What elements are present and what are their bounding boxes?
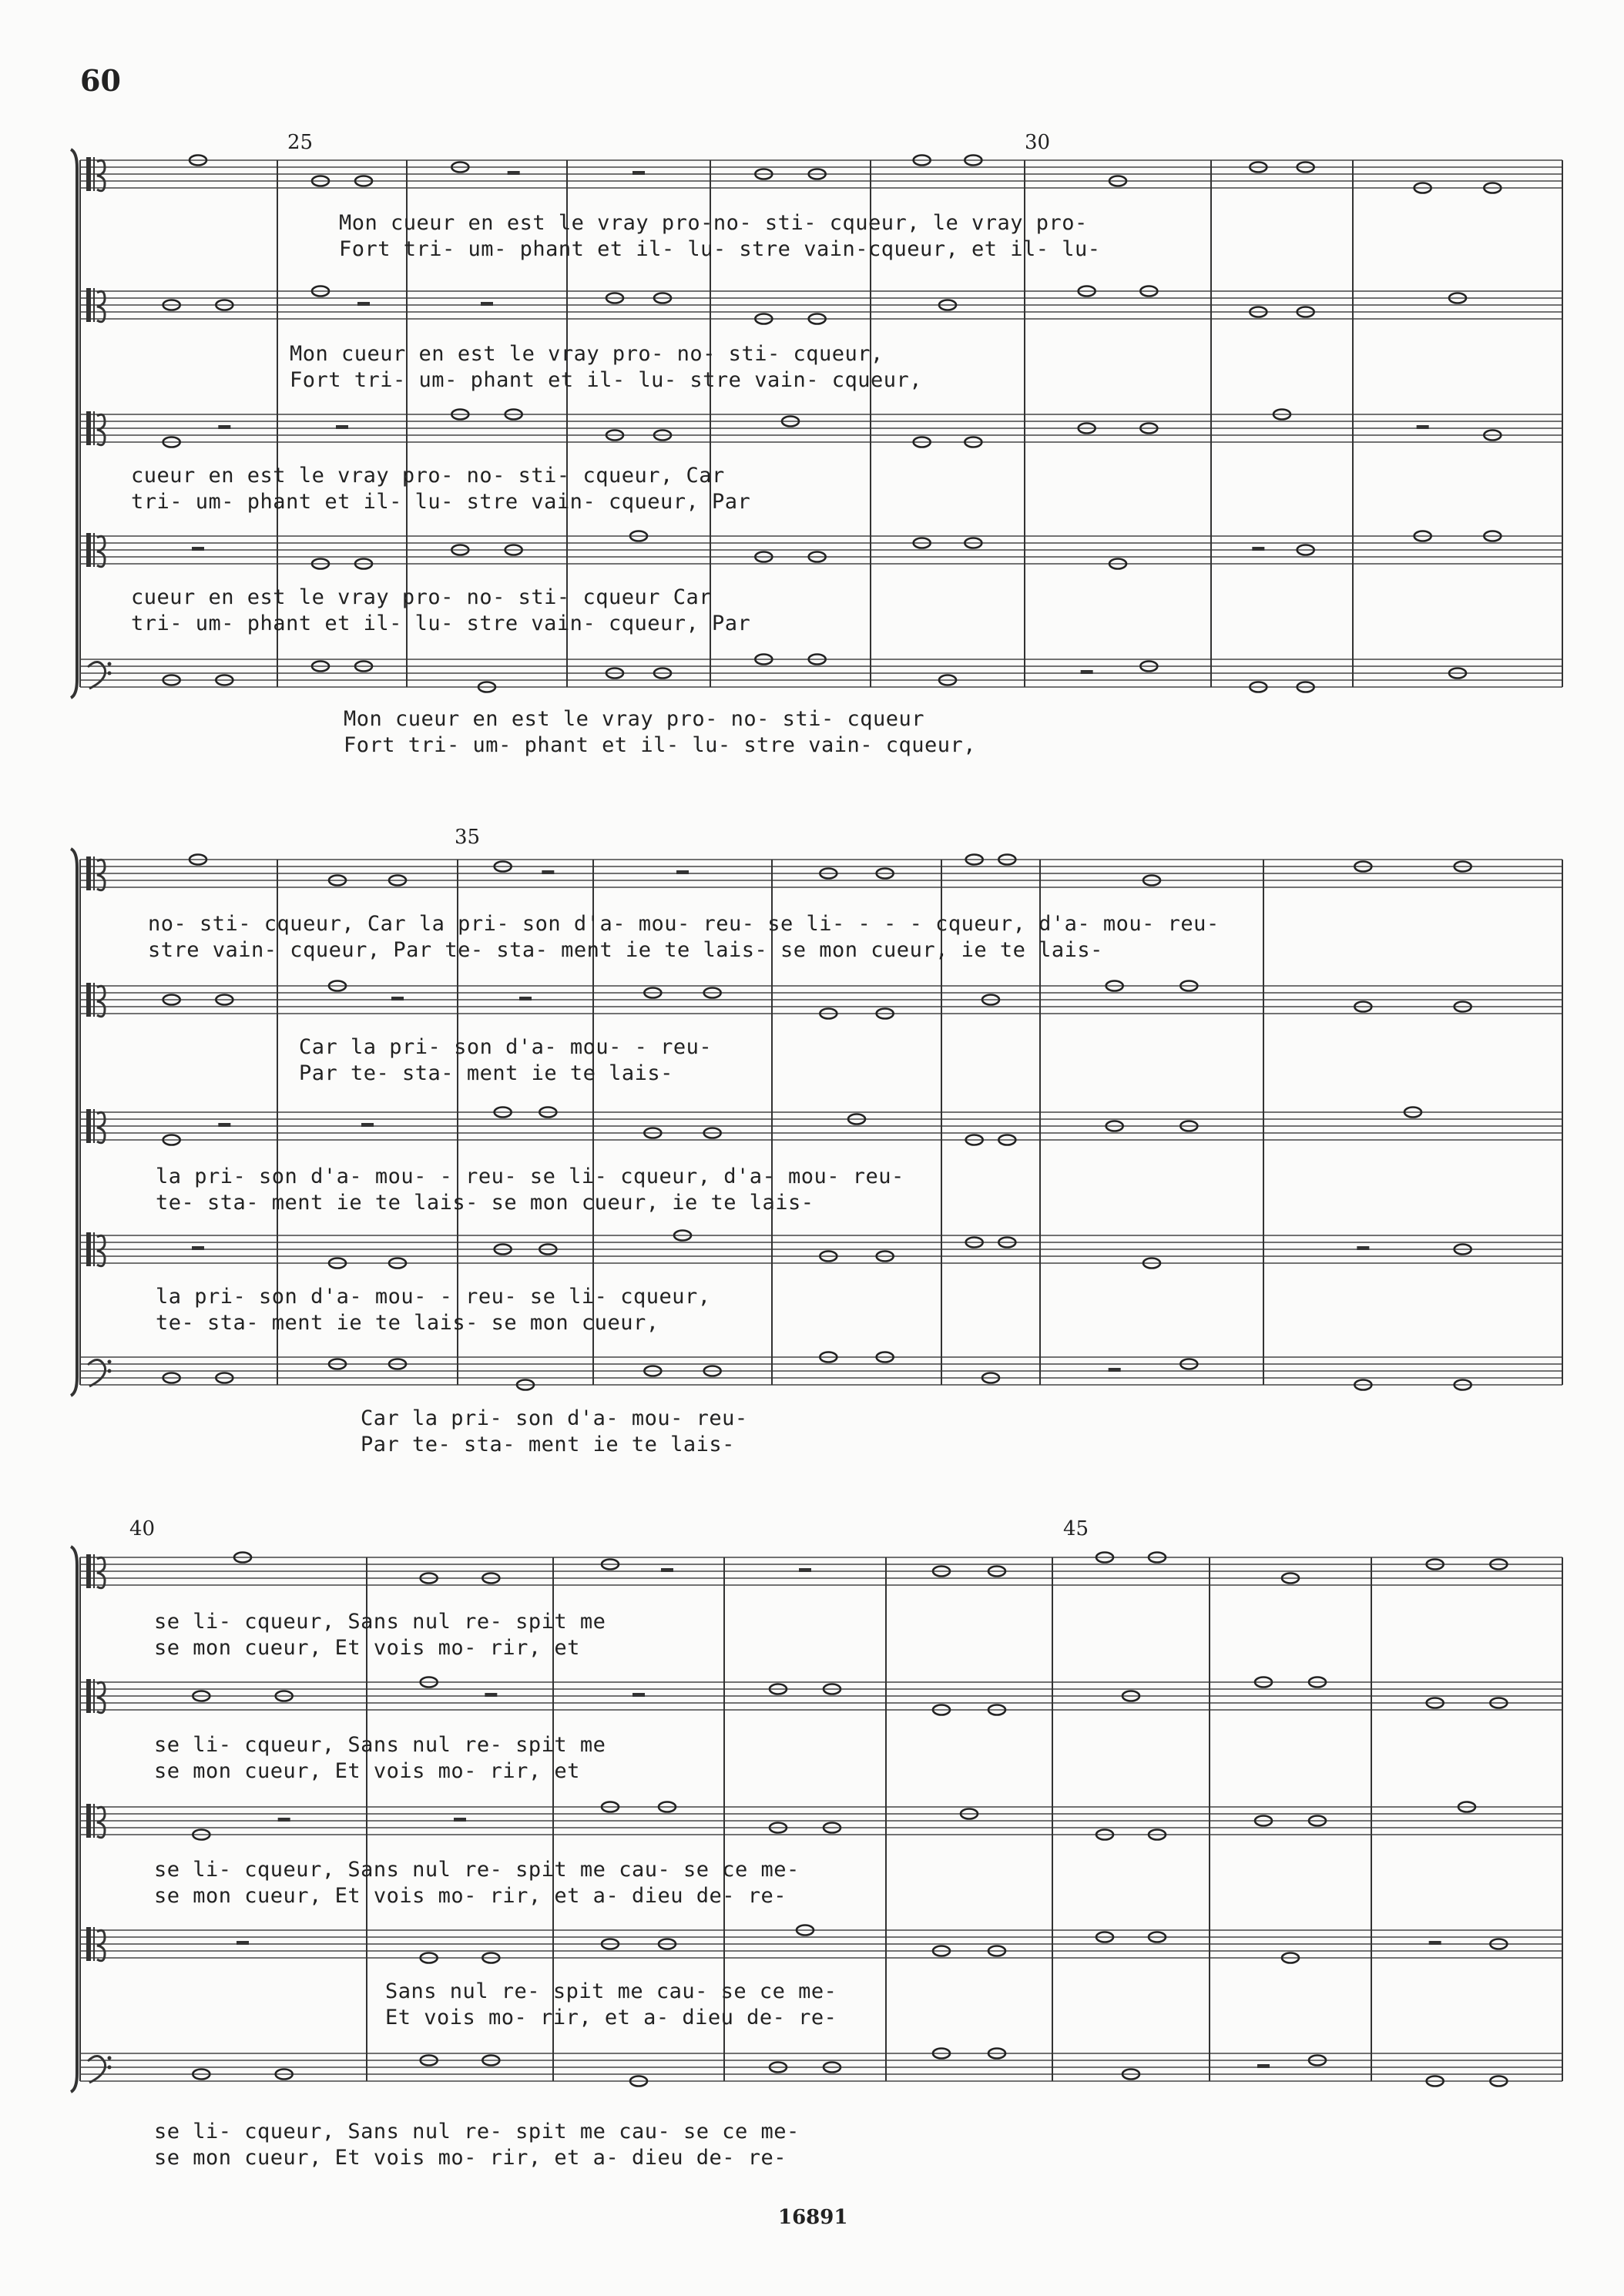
lyric-line: Par te- sta- ment ie te lais- — [361, 1433, 735, 1456]
f-clef-icon — [108, 2056, 112, 2060]
c-clef-icon — [97, 986, 105, 1017]
lyric-line: Mon cueur en est le vray pro- no- sti- cqueur, — [290, 342, 884, 366]
c-clef-icon — [97, 1112, 105, 1143]
measure-number: 30 — [1025, 131, 1051, 154]
f-clef-icon — [108, 1369, 112, 1373]
rest-icon — [237, 1941, 249, 1945]
lyric-line: se li- cqueur, Sans nul re- spit me cau- se ce me- — [154, 2120, 800, 2143]
rest-icon — [676, 870, 689, 874]
c-clef-icon — [86, 983, 91, 1017]
lyric-line: stre vain- cqueur, Par te- sta- ment ie te lais- se mon cueur, ie te lais- — [148, 938, 1103, 962]
c-clef-icon — [86, 411, 91, 445]
c-clef-icon — [97, 860, 105, 890]
rest-icon — [1357, 1246, 1369, 1250]
c-clef-icon — [93, 1804, 95, 1838]
plate-number: 16891 — [778, 2206, 848, 2229]
lyric-line: se li- cqueur, Sans nul re- spit me cau- se ce me- — [154, 1858, 800, 1882]
lyric-line: Sans nul re- spit me cau- se ce me- — [385, 1979, 837, 2003]
lyric-line: Mon cueur en est le vray pro- no- sti- cqueur — [344, 707, 924, 731]
rest-icon — [1252, 547, 1264, 551]
rest-icon — [336, 425, 348, 429]
system-bracket — [71, 1547, 77, 2092]
lyric-line: se mon cueur, Et vois mo- rir, et — [154, 1636, 580, 1660]
rest-icon — [481, 302, 493, 306]
c-clef-icon — [97, 1682, 105, 1713]
c-clef-icon — [93, 533, 95, 567]
c-clef-icon — [93, 1109, 95, 1143]
c-clef-icon — [86, 1679, 91, 1713]
lyric-line: Fort tri- um- phant et il- lu- stre vain- cqueur, — [290, 368, 923, 392]
c-clef-icon — [97, 1807, 105, 1838]
c-clef-icon — [86, 1232, 91, 1266]
c-clef-icon — [86, 533, 91, 567]
rest-icon — [218, 1123, 230, 1127]
f-clef-icon — [108, 672, 112, 675]
c-clef-icon — [86, 1554, 91, 1588]
c-clef-icon — [86, 157, 91, 191]
c-clef-icon — [93, 288, 95, 322]
c-clef-icon — [93, 1679, 95, 1713]
system-bracket — [71, 149, 77, 698]
c-clef-icon — [97, 291, 105, 322]
lyric-line: no- sti- cqueur, Car la pri- son d'a- mou- reu- se li- - - - cqueur, d'a- mou- reu- — [148, 912, 1220, 936]
lyric-line: se mon cueur, Et vois mo- rir, et — [154, 1759, 580, 1783]
c-clef-icon — [93, 1554, 95, 1588]
rest-icon — [192, 547, 204, 551]
lyric-line: Car la pri- son d'a- mou- - reu- — [299, 1035, 713, 1059]
lyric-line: tri- um- phant et il- lu- stre vain- cqueur, Par — [131, 490, 751, 514]
c-clef-icon — [86, 1804, 91, 1838]
c-clef-icon — [93, 856, 95, 890]
c-clef-icon — [97, 1235, 105, 1266]
rest-icon — [391, 997, 404, 1001]
c-clef-icon — [86, 1109, 91, 1143]
c-clef-icon — [93, 1232, 95, 1266]
lyric-line: cueur en est le vray pro- no- sti- cqueur Car — [131, 585, 712, 609]
system-bracket — [71, 849, 77, 1396]
c-clef-icon — [97, 536, 105, 567]
rest-icon — [1109, 1368, 1121, 1372]
measure-number: 35 — [455, 826, 481, 849]
lyric-line: Et vois mo- rir, et a- dieu de- re- — [385, 2006, 837, 2030]
lyric-line: Car la pri- son d'a- mou- reu- — [361, 1406, 748, 1430]
f-clef-icon — [108, 2066, 112, 2070]
c-clef-icon — [86, 856, 91, 890]
rest-icon — [1081, 670, 1093, 674]
c-clef-icon — [93, 411, 95, 445]
lyric-line: se li- cqueur, Sans nul re- spit me — [154, 1610, 606, 1634]
measure-number: 40 — [129, 1517, 156, 1540]
c-clef-icon — [97, 1557, 105, 1588]
page-number: 60 — [80, 63, 121, 98]
lyric-line: te- sta- ment ie te lais- se mon cueur, ie te lais- — [156, 1191, 814, 1215]
lyric-line: te- sta- ment ie te lais- se mon cueur, — [156, 1311, 659, 1335]
measure-number: 45 — [1063, 1517, 1089, 1540]
measure-number: 25 — [287, 131, 314, 154]
lyric-line: tri- um- phant et il- lu- stre vain- cqueur, Par — [131, 612, 751, 635]
lyric-line: Mon cueur en est le vray pro-no- sti- cqueur, le vray pro- — [339, 211, 1088, 235]
c-clef-icon — [86, 1927, 91, 1961]
c-clef-icon — [97, 1930, 105, 1961]
rest-icon — [454, 1818, 466, 1822]
c-clef-icon — [86, 288, 91, 322]
rest-icon — [519, 997, 532, 1001]
lyric-line: Fort tri- um- phant et il- lu- stre vain- cqueur, — [344, 733, 977, 757]
lyric-line: Fort tri- um- phant et il- lu- stre vain-cqueur, et il- lu- — [339, 237, 1101, 261]
rest-icon — [357, 302, 370, 306]
rest-icon — [661, 1568, 673, 1572]
rest-icon — [508, 171, 520, 175]
c-clef-icon — [93, 983, 95, 1017]
lyric-line: Par te- sta- ment ie te lais- — [299, 1061, 673, 1085]
c-clef-icon — [93, 157, 95, 191]
c-clef-icon — [93, 1927, 95, 1961]
rest-icon — [632, 1693, 645, 1697]
c-clef-icon — [97, 414, 105, 445]
lyric-line: se mon cueur, Et vois mo- rir, et a- dieu de- re- — [154, 1884, 787, 1908]
rest-icon — [1257, 2064, 1270, 2068]
rest-icon — [192, 1246, 204, 1250]
rest-icon — [632, 171, 645, 175]
rest-icon — [218, 425, 230, 429]
rest-icon — [485, 1693, 497, 1697]
lyric-line: se li- cqueur, Sans nul re- spit me — [154, 1733, 606, 1757]
rest-icon — [799, 1568, 811, 1572]
c-clef-icon — [97, 160, 105, 191]
rest-icon — [1429, 1941, 1441, 1945]
lyric-line: cueur en est le vray pro- no- sti- cqueur, Car — [131, 464, 725, 488]
lyric-line: se mon cueur, Et vois mo- rir, et a- dieu de- re- — [154, 2146, 787, 2170]
rest-icon — [1417, 425, 1429, 429]
lyric-line: la pri- son d'a- mou- - reu- se li- cqueur, d'a- mou- reu- — [156, 1165, 904, 1188]
f-clef-icon — [108, 1360, 112, 1364]
f-clef-icon — [108, 662, 112, 666]
rest-icon — [361, 1123, 374, 1127]
rest-icon — [278, 1818, 290, 1822]
rest-icon — [542, 870, 554, 874]
lyric-line: la pri- son d'a- mou- - reu- se li- cqueur, — [156, 1285, 711, 1309]
